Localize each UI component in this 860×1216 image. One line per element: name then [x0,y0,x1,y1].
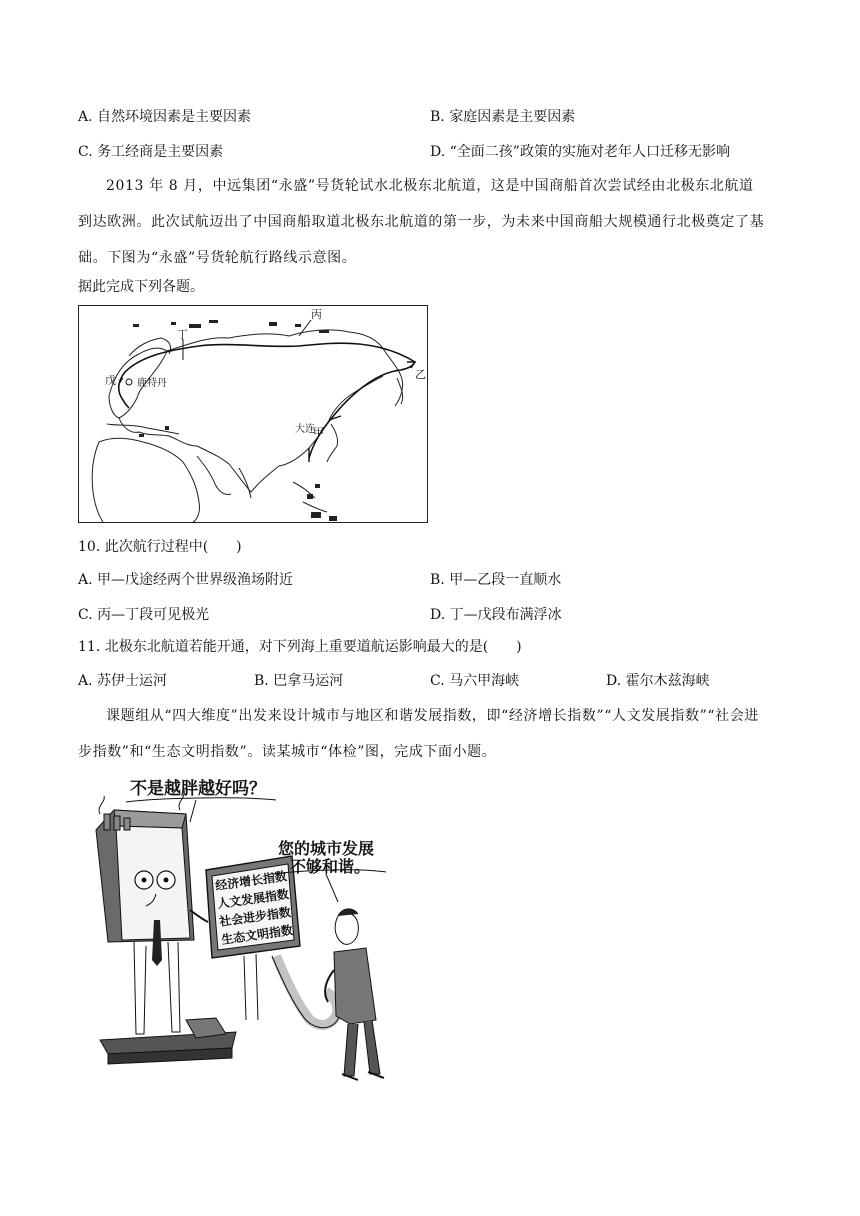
q11-option-b: B. 巴拿马运河 [254,673,344,689]
q9-option-d: D. “全面二孩”政策的实施对老年人口迁移无影响 [430,144,730,160]
q9-option-c: C. 务工经商是主要因素 [78,144,224,160]
q11-option-c: C. 马六甲海峡 [430,673,520,689]
board-line-3: 社会进步指数 [218,905,292,929]
map-label-dalian: 大连 [295,424,315,435]
q11-option-d: D. 霍尔木兹海峡 [606,673,710,689]
map-label-yi: 乙 [415,368,426,381]
route-map [78,305,428,523]
speech-bubble-2-line-2: 不够和谐。 [290,857,371,876]
speech-bubble-2-line-1: 您的城市发展 [278,839,375,858]
map-label-ding: 丁 [177,328,188,341]
q10-option-b: B. 甲—乙段一直顺水 [430,572,562,588]
map-label-bing: 丙 [311,308,322,321]
passage-arctic-route: 2013 年 8 月，中远集团“永盛”号货轮试水北极东北航道，这是中国商船首次尝试经由北极东北航道到达欧洲。此次试航迈出了中国商船取道北极东北航道的第一步，为未来中国商船大规模通行北极奠定了基础。下图为“永盛”号货轮航行路线示意图。 [78,178,765,266]
board-line-4: 生态文明指数 [220,923,294,947]
map-label-wu: 戊 [105,374,116,387]
q9-option-b: B. 家庭因素是主要因素 [430,109,576,125]
q9-option-a: A. 自然环境因素是主要因素 [78,109,252,125]
instruction-1: 据此完成下列各题。 [78,279,204,295]
route-map-drawing [79,306,427,522]
passage-city-index: 课题组从“四大维度”出发来设计城市与地区和谐发展指数，即“经济增长指数”“人文发展指数”“社会进步指数”和“生态文明指数”。读某城市“体检”图，完成下面小题。 [78,708,759,760]
speech-bubble-1: 不是越胖越好吗？ [130,779,266,799]
city-checkup-cartoon [86,770,416,1090]
board-line-1: 经济增长指数 [214,869,288,893]
board-line-2: 人文发展指数 [216,887,290,911]
map-label-rotterdam: 鹿特丹 [137,378,167,389]
q10-option-d: D. 丁—戊段布满浮冰 [430,607,562,623]
q10-option-c: C. 丙—丁段可见极光 [78,607,210,623]
q10-option-a: A. 甲—戊途经两个世界级渔场附近 [78,572,294,588]
cartoon-drawing [86,770,416,1090]
q11-stem: 11. 北极东北航道若能开通，对下列海上重要道航运影响最大的是( ) [78,639,522,655]
q11-option-a: A. 苏伊士运河 [78,673,168,689]
q10-stem: 10. 此次航行过程中( ) [78,539,242,555]
map-label-jia: 甲 [313,426,324,439]
